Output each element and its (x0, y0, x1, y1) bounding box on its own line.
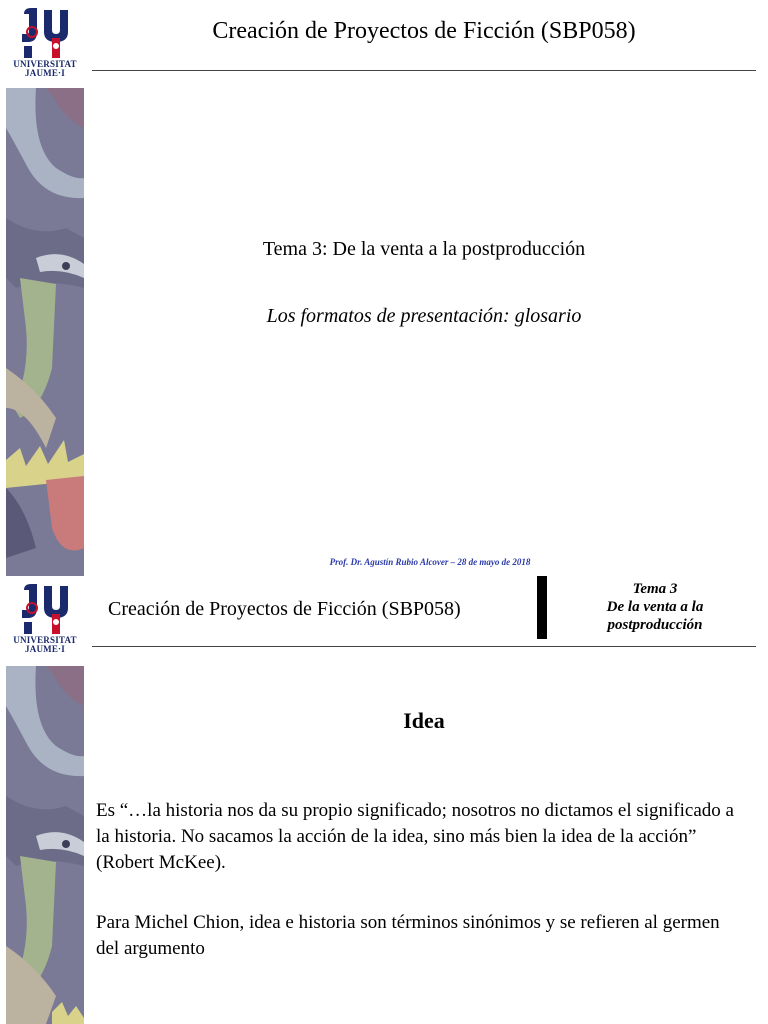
university-logo (4, 580, 86, 654)
topic-badge (580, 580, 730, 634)
logo-text-line2: JAUME·I (25, 68, 65, 78)
slide-2 (0, 576, 768, 1024)
topic-badge-line2: De la venta a la (606, 599, 704, 615)
header-rule (92, 70, 756, 71)
author-line: Prof. Dr. Agustín Rubio Alcover – 28 de mayo de 2018 (329, 557, 531, 567)
decorative-strip (6, 88, 84, 576)
university-logo (4, 4, 86, 78)
ujI-logo-icon (4, 580, 86, 636)
course-title: Creación de Proyectos de Ficción (SBP058) (212, 18, 636, 44)
logo-text-line1: UNIVERSITAT (13, 59, 77, 69)
header-divider-bar (537, 576, 547, 639)
decorative-strip (6, 666, 84, 1024)
topic-badge-line3: postproducción (607, 617, 703, 633)
topic-title: Tema 3: De la venta a la postproducción (262, 238, 586, 260)
header-rule (92, 646, 756, 647)
course-title: Creación de Proyectos de Ficción (SBP058) (108, 598, 461, 620)
topic-subtitle: Los formatos de presentación: glosario (266, 305, 582, 327)
mckee-quote-paragraph: Es “…la historia nos da su propio significado; nosotros no dictamos el significado a la historia. No sacamos la acción de la idea, sino más bien la idea de la acción” (Robert McKee). (96, 800, 734, 873)
section-heading: Idea (403, 708, 445, 733)
chion-paragraph: Para Michel Chion, idea e historia son términos sinónimos y se refieren al germen del argumento (96, 912, 720, 959)
logo-text-line2: JAUME·I (25, 644, 65, 654)
logo-text-line1: UNIVERSITAT (13, 635, 77, 645)
ujI-logo-icon (4, 4, 86, 60)
topic-badge-line1: Tema 3 (632, 581, 678, 597)
